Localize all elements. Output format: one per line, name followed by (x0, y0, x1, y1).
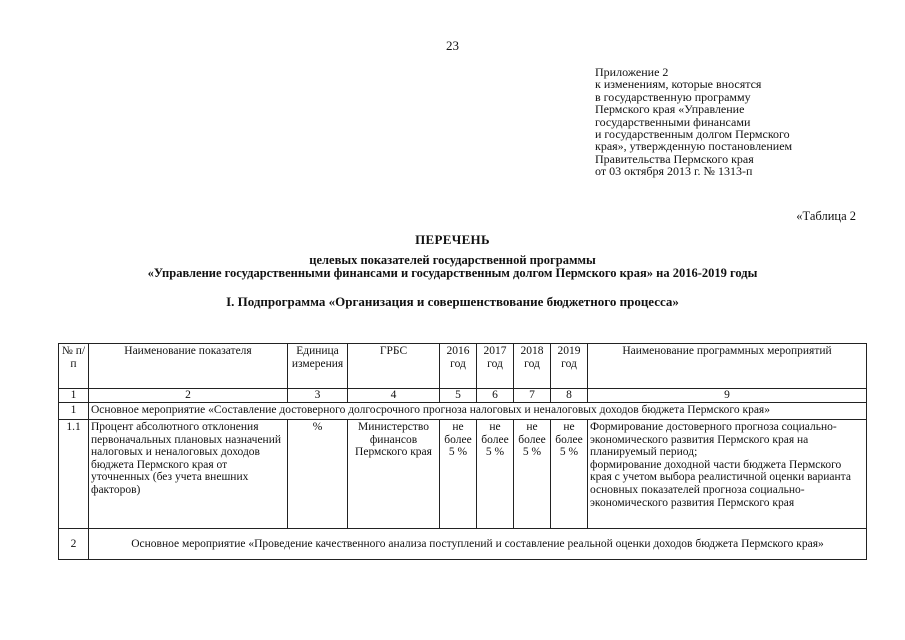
activities-cell (588, 420, 867, 529)
header-num: № п/п (59, 344, 89, 389)
value-2017: не более 5 % (477, 420, 514, 529)
appendix-line: Приложение 2 (595, 65, 669, 79)
row-number: 1.1 (59, 420, 89, 529)
table-row (59, 403, 867, 420)
table-label: «Таблица 2 (796, 209, 856, 223)
page-number: 23 (446, 38, 459, 53)
header-activities: Наименование программных мероприятий (588, 344, 867, 389)
header-indicator: Наименование показателя (89, 344, 288, 389)
column-number: 5 (440, 389, 477, 403)
appendix-line: государственными финансами (595, 114, 751, 129)
grbs-value: Министерство финансов Пермского края (348, 420, 440, 529)
appendix-line: и государственным долгом Пермского (595, 127, 790, 142)
activity-item: формирование доходной части бюджета Пермского края с учетом выбора реалистичной оценки варианта основных показателей прогноза социально-экономического развития Пермского края (590, 458, 851, 509)
unit-value: % (288, 420, 348, 529)
row-number: 1 (59, 403, 89, 420)
activity-item: Формирование достоверного прогноза социально-экономического развития Пермского края на планируемый период; (590, 421, 837, 459)
column-number: 3 (288, 389, 348, 403)
indicators-table (58, 343, 867, 560)
appendix-line: к изменениям, которые вносятся (595, 77, 762, 92)
appendix-line: Правительства Пермского края (595, 151, 754, 166)
document-title: ПЕРЕЧЕНЬ (415, 232, 490, 247)
value-2019: не более 5 % (551, 420, 588, 529)
section-heading: I. Подпрограмма «Организация и совершенствование бюджетного процесса» (226, 294, 679, 309)
header-2017: 2017 год (477, 344, 514, 389)
table-row (59, 529, 867, 560)
appendix-line: в государственную программу (595, 89, 751, 104)
column-number: 9 (588, 389, 867, 403)
row-number: 2 (59, 529, 89, 560)
column-number: 6 (477, 389, 514, 403)
appendix-line: Пермского края «Управление (595, 102, 745, 117)
document-subtitle-line1: целевых показателей государственной программы (309, 253, 596, 267)
header-grbs: ГРБС (348, 344, 440, 389)
column-number: 2 (89, 389, 288, 403)
table-header-row (59, 344, 867, 389)
column-number: 4 (348, 389, 440, 403)
table-row (59, 420, 867, 529)
header-unit: Единица измерения (288, 344, 348, 389)
column-number: 7 (514, 389, 551, 403)
main-activity-text: Основное мероприятие «Составление достоверного долгосрочного прогноза налоговых и неналоговых доходов бюджета Пермского края» (89, 403, 867, 420)
appendix-note (595, 66, 792, 178)
header-2016: 2016 год (440, 344, 477, 389)
document-subtitle-line2: «Управление государственными финансами и государственным долгом Пермского края» на 2016-2019 годы (147, 266, 758, 280)
header-2019: 2019 год (551, 344, 588, 389)
appendix-line: от 03 октября 2013 г. № 1313-п (595, 164, 753, 179)
value-2018: не более 5 % (514, 420, 551, 529)
column-number: 1 (59, 389, 89, 403)
value-2016: не более 5 % (440, 420, 477, 529)
main-activity-text: Основное мероприятие «Проведение качественного анализа поступлений и составление реальной оценки доходов бюджета Пермского края» (89, 529, 867, 560)
indicator-name: Процент абсолютного отклонения первоначальных плановых назначений налоговых и неналоговых доходов бюджета Пермского края от уточненных (без учета внешних факторов) (89, 420, 288, 529)
appendix-line: края», утвержденную постановлением (595, 139, 793, 154)
header-2018: 2018 год (514, 344, 551, 389)
column-number-row (59, 389, 867, 403)
column-number: 8 (551, 389, 588, 403)
